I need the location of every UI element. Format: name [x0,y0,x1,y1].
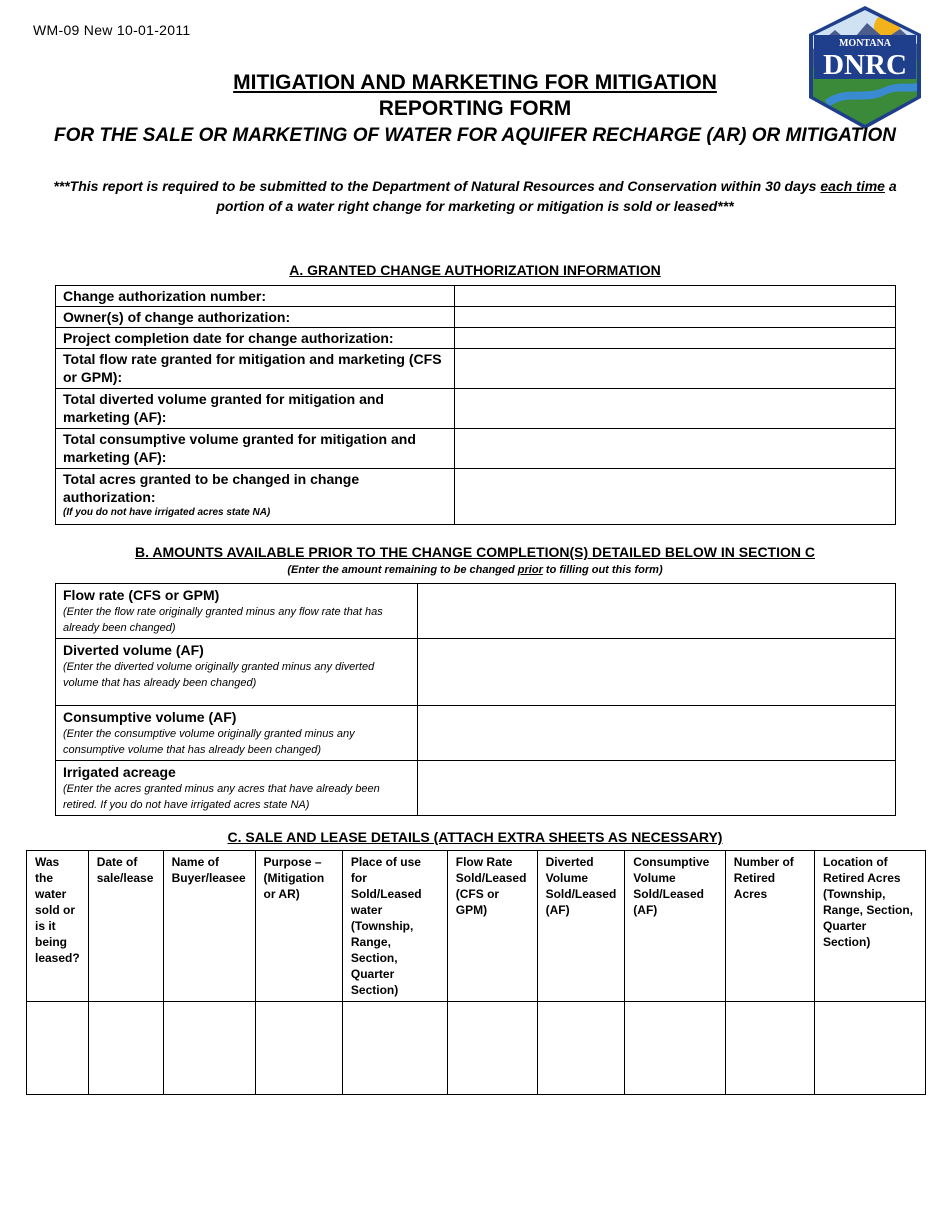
column-header: Purpose – (Mitigation or AR) [255,851,342,1002]
field-note: (Enter the flow rate originally granted minus any flow rate that has already been changed) [63,606,383,634]
table-row [56,389,896,429]
section-c-table [26,850,926,1095]
field-label: Total flow rate granted for mitigation and marketing (CFS or GPM): [56,349,455,389]
field-note: (Enter the consumptive volume originally granted minus any consumptive volume that has already been changed) [63,728,355,756]
field-note: (If you do not have irrigated acres state NA) [63,507,271,518]
place-of-use-cell[interactable] [342,1002,447,1095]
completion-date-input[interactable] [454,328,895,349]
table-row [56,307,896,328]
notice-emphasis: each time [820,178,885,194]
column-header: Date of sale/lease [88,851,163,1002]
column-header: Place of use for Sold/Leased water (Township, Range, Section, Quarter Section) [342,851,447,1002]
table-row [56,328,896,349]
flow-rate-cell[interactable] [447,1002,537,1095]
consumptive-volume-input[interactable] [417,706,895,761]
section-b-heading: B. AMOUNTS AVAILABLE PRIOR TO THE CHANGE COMPLETION(S) DETAILED BELOW IN SECTION C [134,544,816,560]
consumptive-volume-cell[interactable] [625,1002,726,1095]
form-id: WM-09 New 10-01-2011 [33,22,191,38]
section-c-heading: C. SALE AND LEASE DETAILS (ATTACH EXTRA SHEETS AS NECESSARY) [227,829,723,845]
table-header-row [27,851,926,1002]
change-authorization-number-input[interactable] [454,286,895,307]
flow-rate-input[interactable] [417,584,895,639]
field-label: Total acres granted to be changed in change authorization: (If you do not have irrigated acres state NA) [56,469,455,525]
owners-input[interactable] [454,307,895,328]
buyer-name-cell[interactable] [163,1002,255,1095]
date-cell[interactable] [88,1002,163,1095]
column-header: Name of Buyer/leasee [163,851,255,1002]
retired-acres-location-cell[interactable] [815,1002,926,1095]
field-note: (Enter the diverted volume originally granted minus any diverted volume that has already been changed) [63,661,375,689]
diverted-volume-cell[interactable] [537,1002,625,1095]
field-label: Flow rate (CFS or GPM) (Enter the flow rate originally granted minus any flow rate that has already been changed) [56,584,418,639]
notice-part-2: a portion of a water right change for marketing or mitigation is sold or leased*** [216,178,897,214]
total-acres-input[interactable] [454,469,895,525]
column-header: Number of Retired Acres [725,851,814,1002]
title-block [40,70,910,149]
field-label: Irrigated acreage (Enter the acres granted minus any acres that have already been retired. If you do not have irrigated acres state NA) [56,761,418,816]
table-row [56,469,896,525]
table-row [27,1002,926,1095]
column-header: Location of Retired Acres (Township, Range, Section, Quarter Section) [815,851,926,1002]
retired-acres-cell[interactable] [725,1002,814,1095]
total-flow-rate-input[interactable] [454,349,895,389]
table-row [56,286,896,307]
column-header: Was the water sold or is it being leased? [27,851,89,1002]
total-consumptive-volume-input[interactable] [454,429,895,469]
logo-top-text: MONTANA [838,38,892,49]
column-header: Diverted Volume Sold/Leased (AF) [537,851,625,1002]
diverted-volume-input[interactable] [417,639,895,706]
table-row [56,639,896,706]
title-line-2: REPORTING FORM [378,97,572,120]
column-header: Flow Rate Sold/Leased (CFS or GPM) [447,851,537,1002]
total-diverted-volume-input[interactable] [454,389,895,429]
purpose-cell[interactable] [255,1002,342,1095]
submission-notice [45,176,905,216]
field-label: Diverted volume (AF) (Enter the diverted volume originally granted minus any diverted volume that has already been changed) [56,639,418,706]
field-label: Project completion date for change authorization: [56,328,455,349]
section-b-subheading: (Enter the amount remaining to be changed prior to filling out this form) [287,564,663,576]
field-label: Total diverted volume granted for mitigation and marketing (AF): [56,389,455,429]
irrigated-acreage-input[interactable] [417,761,895,816]
sold-or-leased-cell[interactable] [27,1002,89,1095]
table-row [56,429,896,469]
table-row [56,706,896,761]
field-label: Owner(s) of change authorization: [56,307,455,328]
field-note: (Enter the acres granted minus any acres that have already been retired. If you do not have irrigated acres state NA) [63,783,380,811]
field-label: Change authorization number: [56,286,455,307]
table-row [56,761,896,816]
field-label: Total consumptive volume granted for mitigation and marketing (AF): [56,429,455,469]
title-line-3: FOR THE SALE OR MARKETING OF WATER FOR AQUIFER RECHARGE (AR) OR MITIGATION [54,125,896,146]
notice-part-1: ***This report is required to be submitted to the Department of Natural Resources and Conservation within 30 days [53,178,821,194]
table-row [56,349,896,389]
column-header: Consumptive Volume Sold/Leased (AF) [625,851,726,1002]
field-label: Consumptive volume (AF) (Enter the consumptive volume originally granted minus any consumptive volume that has already been changed) [56,706,418,761]
logo-main-text: DNRC [823,49,907,81]
title-line-1: MITIGATION AND MARKETING FOR MITIGATION [233,71,717,94]
table-row [56,584,896,639]
section-a-heading: A. GRANTED CHANGE AUTHORIZATION INFORMATION [289,262,661,278]
section-a-table [55,285,896,525]
section-b-table [55,583,896,816]
